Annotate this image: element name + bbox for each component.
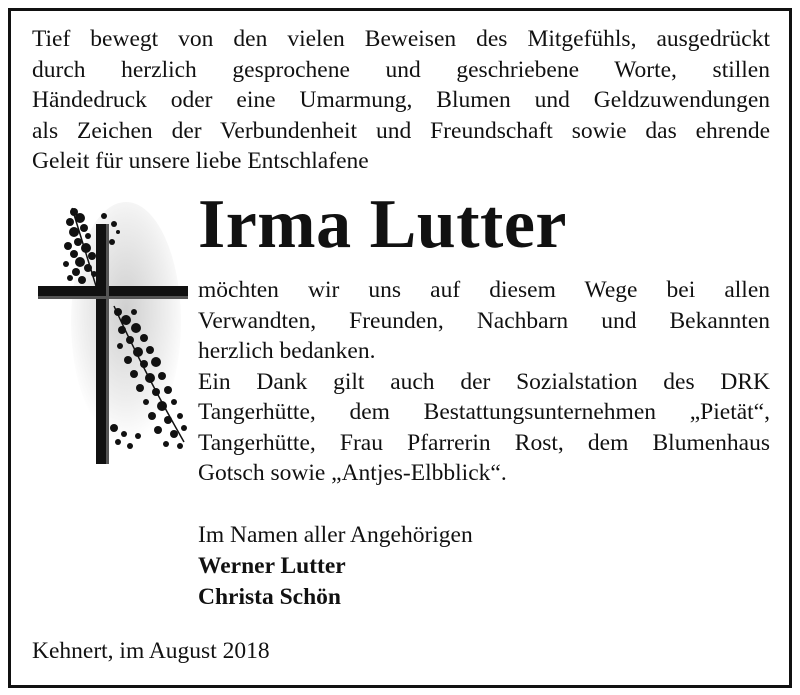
thanks-line: herzlich bedanken. bbox=[198, 338, 376, 364]
intro-line: Händedruck oder eine Umarmung, Blumen und Geldzuwendungen bbox=[32, 87, 770, 113]
thanks-paragraph bbox=[198, 275, 770, 489]
signature-name: Christa Schön bbox=[198, 584, 341, 610]
thanks-line: möchten wir uns auf diesem Wege bei allen bbox=[198, 277, 770, 303]
cross-with-ivy-icon bbox=[34, 202, 194, 472]
intro-line: Geleit für unsere liebe Entschlafene bbox=[32, 148, 369, 174]
thanks-line: Tangerhütte, Frau Pfarrerin Rost, dem Blumenhaus bbox=[198, 429, 770, 456]
intro-paragraph bbox=[32, 24, 770, 177]
thanks-line: Gotsch sowie „Antjes-Elbblick“. bbox=[198, 460, 507, 486]
signature-name: Werner Lutter bbox=[198, 553, 346, 579]
thanks-line: Ein Dank gilt auch der Sozialstation des DRK bbox=[198, 368, 770, 395]
intro-line: durch herzlich gesprochene und geschriebene Worte, stillen bbox=[32, 56, 770, 83]
intro-line: als Zeichen der Verbundenheit und Freundschaft sowie das ehrende bbox=[32, 117, 770, 144]
deceased-name: Irma Lutter bbox=[198, 186, 568, 263]
intro-line: Tief bewegt von den vielen Beweisen des Mitgefühls, ausgedrückt bbox=[32, 26, 770, 52]
thanks-line: Tangerhütte, dem Bestattungsunternehmen „Pietät“, bbox=[198, 399, 770, 425]
thanks-line: Verwandten, Freunden, Nachbarn und Bekannten bbox=[198, 307, 770, 334]
signature-intro: Im Namen aller Angehörigen bbox=[198, 522, 473, 548]
signature-block bbox=[198, 520, 473, 613]
place-date: Kehnert, im August 2018 bbox=[32, 638, 270, 664]
